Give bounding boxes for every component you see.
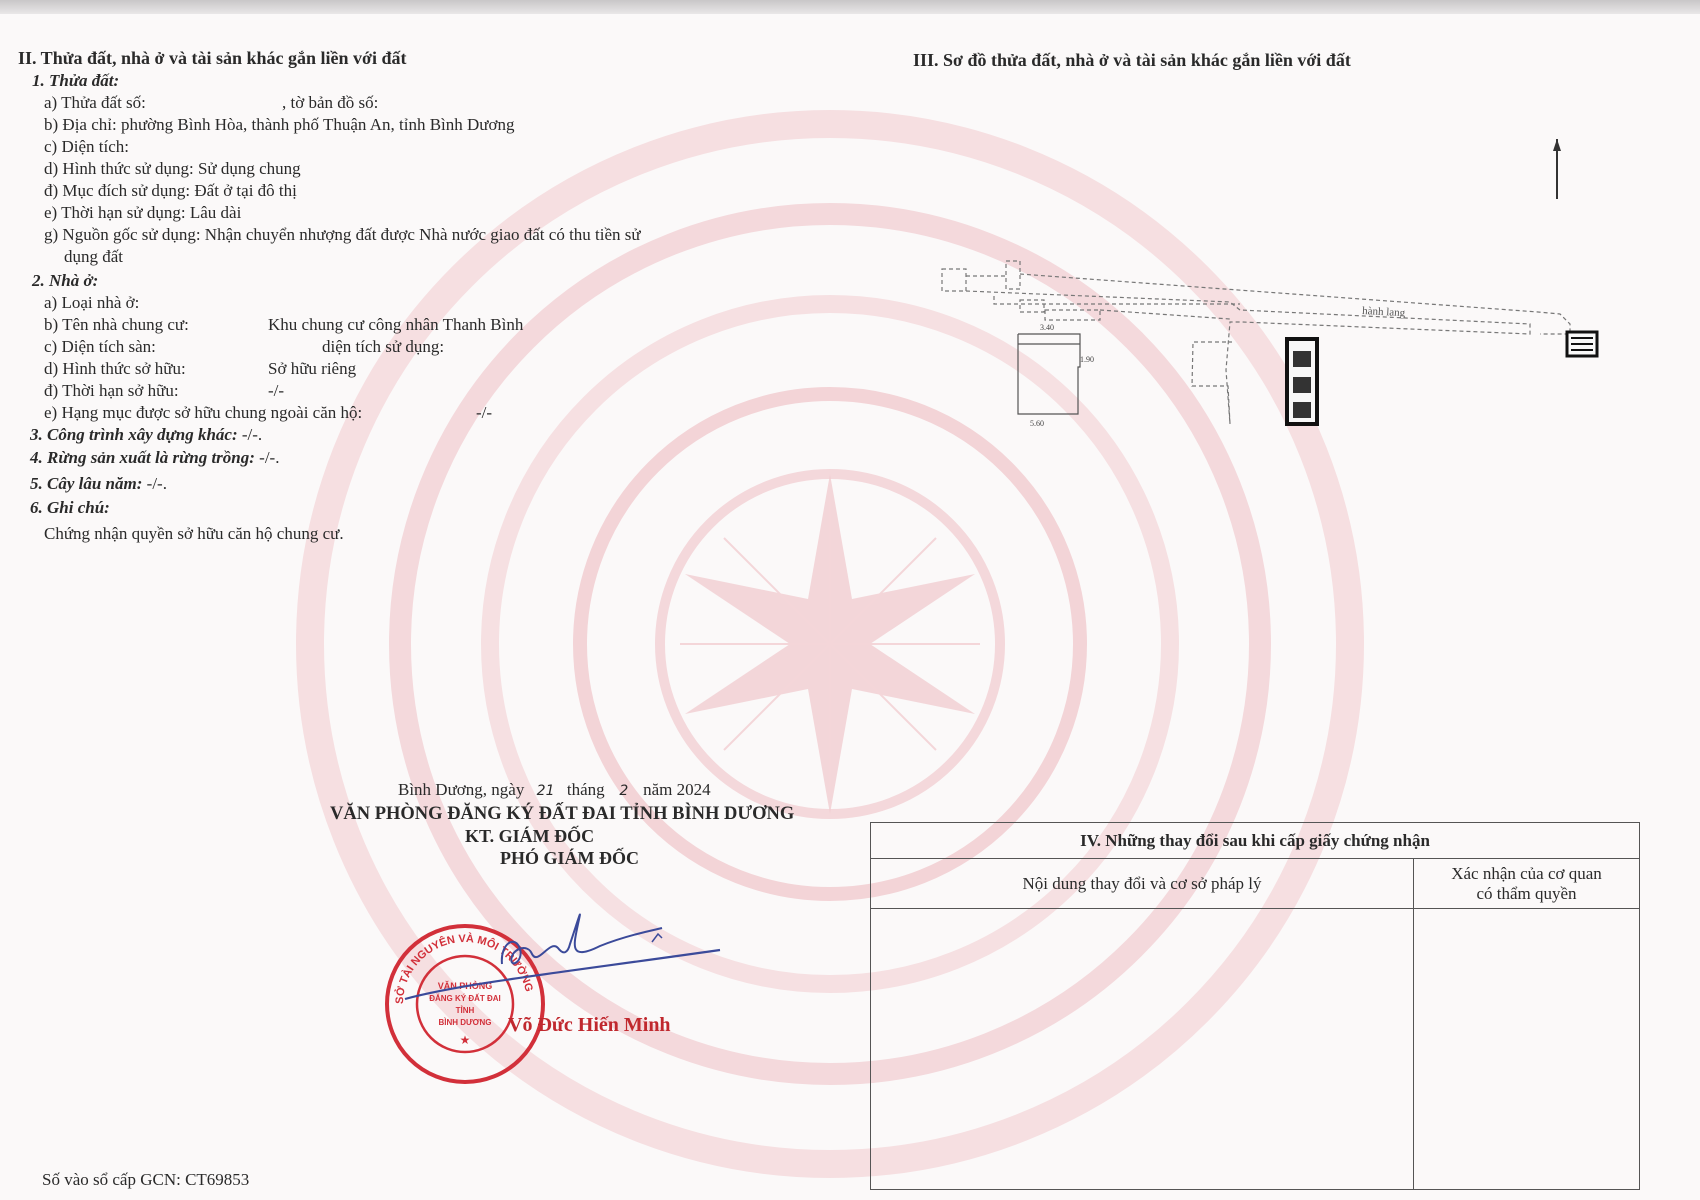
gcn-registry bbox=[42, 1170, 249, 1190]
svg-text:3.40: 3.40 bbox=[1040, 323, 1054, 332]
changes-content-cell bbox=[871, 909, 1414, 1190]
land-use-purpose: đ) Mục đích sử dụng: Đất ở tại đô thị bbox=[44, 181, 297, 200]
signer-name: Võ Đức Hiến Minh bbox=[508, 1014, 671, 1036]
other-structures bbox=[30, 425, 262, 445]
handwritten-signature-icon bbox=[400, 904, 730, 1014]
svg-text:SỞ TÀI NGUYÊN VÀ MÔI TRƯỜNG: SỞ TÀI NGUYÊN VÀ MÔI TRƯỜNG bbox=[393, 932, 535, 1005]
house-term-value: -/- bbox=[268, 381, 285, 400]
planted-forest-value: -/-. bbox=[254, 448, 280, 467]
issuing-office: VĂN PHÒNG ĐĂNG KÝ ĐẤT ĐAI TỈNH BÌNH DƯƠNG bbox=[330, 804, 795, 824]
changes-col-confirmation bbox=[1414, 859, 1640, 909]
house-ownership-label: d) Hình thức sở hữu: bbox=[44, 359, 186, 378]
corridor-label: hành lang bbox=[1361, 305, 1406, 320]
perennial-trees-value: -/-. bbox=[142, 474, 167, 493]
house-usable-area-label: diện tích sử dụng: bbox=[322, 337, 445, 356]
changes-table bbox=[870, 822, 1640, 1190]
notes-heading: 6. Ghi chú: bbox=[30, 498, 110, 517]
land-use-term: e) Thời hạn sử dụng: Lâu dài bbox=[44, 203, 242, 222]
issue-day: 21 bbox=[536, 783, 555, 799]
house-term-label: đ) Thời hạn sở hữu: bbox=[44, 381, 179, 400]
planted-forest bbox=[30, 448, 279, 468]
house-building-value: Khu chung cư công nhân Thanh Bình bbox=[268, 315, 524, 334]
notes-text: Chứng nhận quyền sở hữu căn hộ chung cư. bbox=[44, 524, 344, 543]
svg-text:5.60: 5.60 bbox=[1030, 419, 1044, 428]
section-3-title: III. Sơ đồ thửa đất, nhà ở và tài sản khác gắn liền với đất bbox=[913, 50, 1351, 70]
svg-text:TỈNH: TỈNH bbox=[455, 1006, 475, 1015]
land-area: c) Diện tích: bbox=[44, 137, 129, 156]
svg-text:VĂN PHÒNG: VĂN PHÒNG bbox=[437, 981, 493, 991]
deputy-director: PHÓ GIÁM ĐỐC bbox=[500, 848, 639, 868]
certificate-page bbox=[0, 14, 1700, 1200]
issue-place-prefix: Bình Dương, ngày bbox=[398, 780, 525, 799]
changes-col-content: Nội dung thay đổi và cơ sở pháp lý bbox=[871, 859, 1414, 909]
gcn-label: Số vào sổ cấp GCN: bbox=[42, 1170, 181, 1189]
changes-col-confirmation-line2: có thẩm quyền bbox=[1476, 883, 1577, 903]
other-structures-value: -/-. bbox=[237, 425, 263, 444]
house-heading: 2. Nhà ở: bbox=[32, 271, 99, 290]
section-4-title: IV. Những thay đổi sau khi cấp giấy chứng nhận bbox=[871, 823, 1640, 859]
perennial-trees bbox=[30, 474, 167, 494]
changes-confirmation-cell bbox=[1414, 909, 1640, 1190]
gcn-number: CT69853 bbox=[185, 1170, 250, 1189]
land-parcel-number: a) Thửa đất số: bbox=[44, 93, 146, 112]
land-origin-cont: dụng đất bbox=[64, 247, 124, 266]
planted-forest-label: 4. Rừng sản xuất là rừng trồng: bbox=[30, 448, 255, 467]
svg-text:BÌNH DƯƠNG: BÌNH DƯƠNG bbox=[438, 1018, 492, 1027]
house-floor-area-label: c) Diện tích sàn: bbox=[44, 337, 156, 356]
changes-col-confirmation-line1: Xác nhận của cơ quan bbox=[1451, 863, 1602, 883]
other-structures-label: 3. Công trình xây dựng khác: bbox=[30, 425, 238, 444]
land-use-form: d) Hình thức sử dụng: Sử dụng chung bbox=[44, 159, 301, 178]
svg-text:1.90: 1.90 bbox=[1080, 355, 1094, 364]
house-common-items-value: -/- bbox=[476, 403, 493, 422]
svg-text:★: ★ bbox=[459, 1033, 471, 1047]
land-heading: 1. Thửa đất: bbox=[32, 71, 120, 90]
scan-top-shadow bbox=[0, 0, 1700, 14]
issue-month-label: tháng bbox=[566, 780, 605, 799]
land-origin: g) Nguồn gốc sử dụng: Nhận chuyển nhượng đất được Nhà nước giao đất có thu tiền sử bbox=[44, 225, 641, 244]
issue-year: năm 2024 bbox=[643, 780, 711, 799]
section-2-title: II. Thửa đất, nhà ở và tài sản khác gắn liền với đất bbox=[18, 48, 407, 68]
floor-plan-diagram bbox=[930, 124, 1650, 444]
land-address: b) Địa chỉ: phường Bình Hòa, thành phố Thuận An, tỉnh Bình Dương bbox=[44, 115, 515, 134]
kt-director: KT. GIÁM ĐỐC bbox=[465, 826, 595, 846]
land-map-sheet: , tờ bản đồ số: bbox=[282, 93, 379, 112]
house-common-items-label: e) Hạng mục được sở hữu chung ngoài căn hộ: bbox=[44, 403, 363, 422]
house-building-label: b) Tên nhà chung cư: bbox=[44, 315, 189, 334]
issue-month: 2 bbox=[619, 783, 629, 799]
perennial-trees-label: 5. Cây lâu năm: bbox=[30, 474, 143, 493]
house-type: a) Loại nhà ở: bbox=[44, 293, 140, 312]
house-ownership-value: Sở hữu riêng bbox=[268, 359, 357, 378]
issue-place-date bbox=[398, 780, 711, 800]
svg-text:ĐĂNG KÝ ĐẤT ĐAI: ĐĂNG KÝ ĐẤT ĐAI bbox=[429, 994, 501, 1003]
